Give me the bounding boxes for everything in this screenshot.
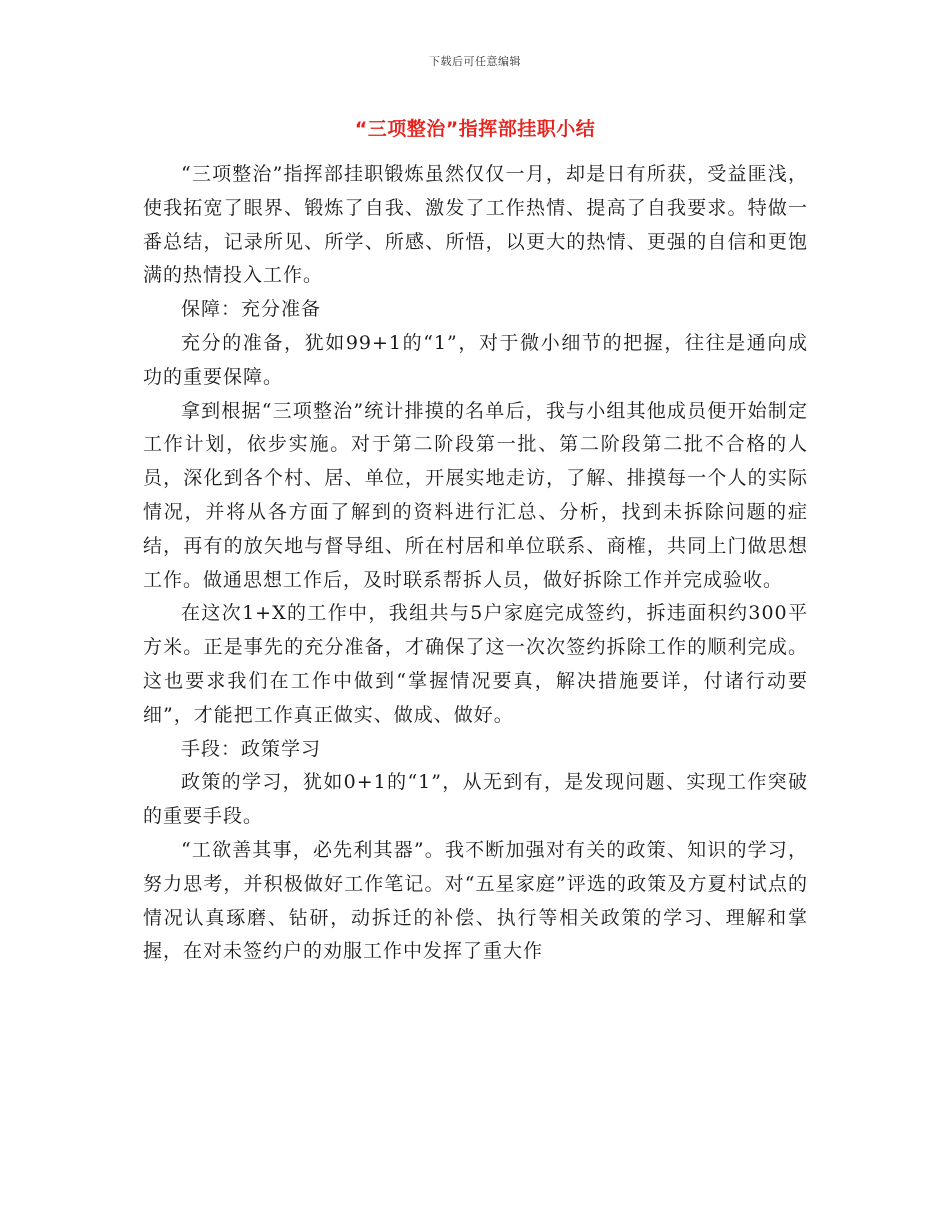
document-title: “三项整治”指挥部挂职小结 [354,118,596,140]
section-heading-preparation: 保障：充分准备 [181,298,322,321]
document-body [143,158,808,969]
paragraph-results: 在这次1+X的工作中，我组共与5户家庭完成签约，拆违面积约300平方米。正是事先的充分准备，才确保了这一次次签约拆除工作的顺利完成。这也要求我们在工作中做到“掌握情况要真，解决措施要详，付诸行动要细”，才能把工作真正做实、做成、做好。 [143,602,808,726]
page-header-note: 下载后可任意编辑 [429,55,521,68]
section-heading-policy: 手段：政策学习 [181,737,322,760]
paragraph-preparation-lead: 充分的准备，犹如99+1的“1”，对于微小细节的把握，往往是通向成功的重要保障。 [143,331,808,388]
paragraph-policy-lead: 政策的学习，犹如0+1的“1”，从无到有，是发现问题、实现工作突破的重要手段。 [143,771,808,828]
paragraph-work-plan: 拿到根据“三项整治”统计排摸的名单后，我与小组其他成员便开始制定工作计划，依步实施。对于第二阶段第一批、第二阶段第二批不合格的人员，深化到各个村、居、单位，开展实地走访，了解、排摸每一个人的实际情况，并将从各方面了解到的资料进行汇总、分析，找到未拆除问题的症结，再有的放矢地与督导组、所在村居和单位联系、商榷，共同上门做思想工作。做通思想工作后，及时联系帮拆人员，做好拆除工作并完成验收。 [143,399,808,591]
paragraph-intro: “三项整治”指挥部挂职锻炼虽然仅仅一月，却是日有所获，受益匪浅，使我拓宽了眼界、锻炼了自我、激发了工作热情、提高了自我要求。特做一番总结，记录所见、所学、所感、所悟，以更大的热情、更强的自信和更饱满的热情投入工作。 [143,163,808,287]
paragraph-policy-study: “工欲善其事，必先利其器”。我不断加强对有关的政策、知识的学习，努力思考，并积极做好工作笔记。对“五星家庭”评选的政策及方夏村试点的情况认真琢磨、钻研，动拆迁的补偿、执行等相关政策的学习、理解和掌握，在对未签约户的劝服工作中发挥了重大作 [143,838,808,963]
